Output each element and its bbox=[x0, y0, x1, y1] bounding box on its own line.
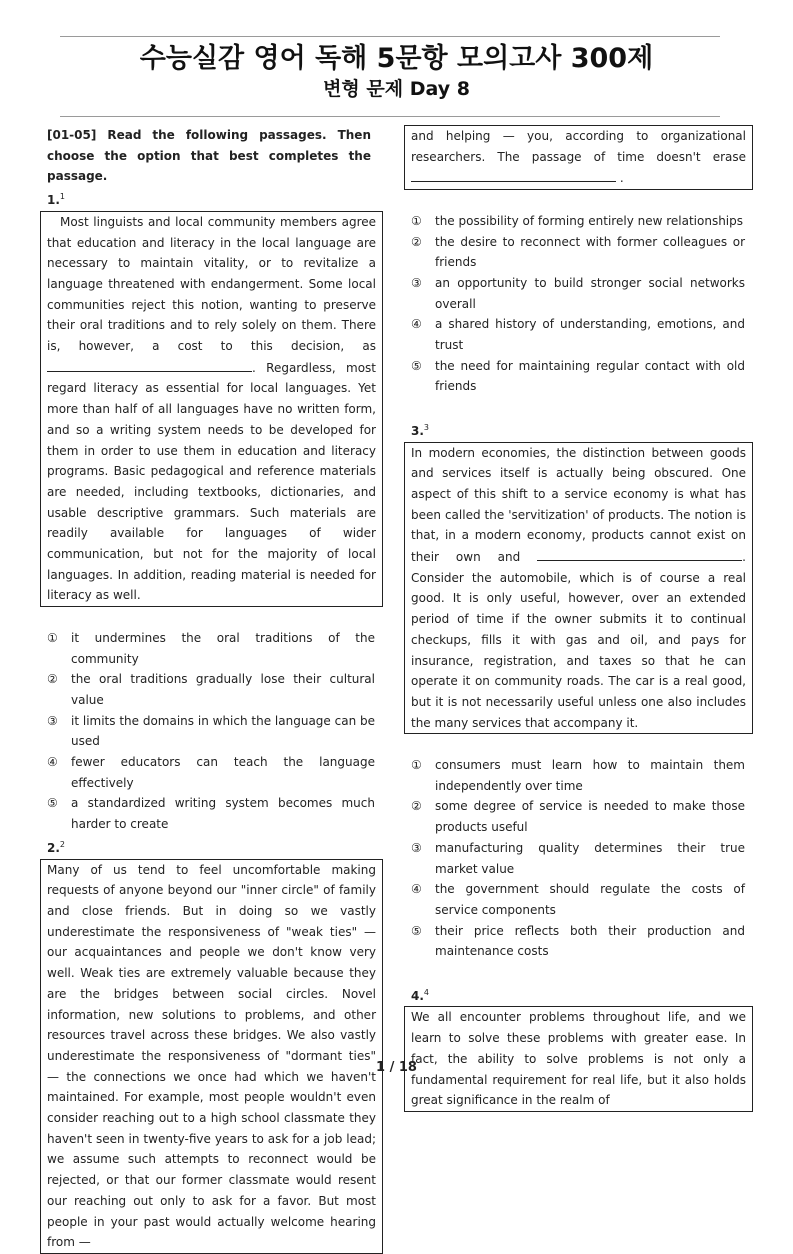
option-1-4[interactable]: ④ fewer educators can teach the language effectively bbox=[47, 755, 375, 790]
answer-blank bbox=[411, 167, 616, 182]
header-rule bbox=[60, 116, 720, 117]
question-number-1: 1.$^1$ bbox=[47, 192, 66, 208]
option-1-5[interactable]: ⑤ a standardized writing system becomes much harder to create bbox=[47, 796, 375, 832]
answer-blank bbox=[537, 546, 742, 561]
question-number-3: 3.$^3$ bbox=[411, 422, 430, 438]
option-2-4[interactable]: ④ a shared history of understanding, emotions, and trust bbox=[411, 317, 745, 353]
option-3-2[interactable]: ② some degree of service is needed to make those products useful bbox=[411, 799, 745, 835]
options-1 bbox=[40, 628, 383, 835]
passage-3: In modern economies, the distinction between goods and services itself is actually being obscured. One aspect of this shift to a service economy is what has been called the 'servitization' of products. The notion is that, in a modern economy, products cannot exist on their own and . Consider the automobile, which is of course a real good. It is only useful, however, over an extended period of time if the owner submits it to continual checkups, fills it with gas and oil, and pays for insurance, registration, and taxes so that he can operate it on community roads. The car is a real good, but it is not necessarily useful unless one also includes the many services that accompany it. bbox=[411, 445, 746, 730]
passage-box-3 bbox=[404, 442, 753, 735]
left-column bbox=[40, 125, 383, 1254]
option-2-5[interactable]: ⑤ the need for maintaining regular contact with old friends bbox=[411, 358, 745, 394]
options-3 bbox=[404, 755, 753, 962]
passage-box-1 bbox=[40, 211, 383, 607]
passage-2-part-2: and helping — you, according to organizational researchers. The passage of time doesn't erase . bbox=[411, 129, 746, 186]
option-3-4[interactable]: ④ the government should regulate the costs of service components bbox=[411, 882, 745, 917]
question-number-2: 2.$^2$ bbox=[47, 839, 66, 855]
question-number-4: 4.$^4$ bbox=[411, 987, 430, 1003]
option-2-1[interactable]: ① the possibility of forming entirely new relationships bbox=[411, 213, 744, 228]
footnote-marker: 3 bbox=[423, 422, 430, 432]
footnote-marker: 1 bbox=[59, 192, 66, 202]
passage-2-part-1: Many of us tend to feel uncomfortable making requests of anyone beyond our "inner circle" of family and close friends. But in doing so we vastly underestimate the responsiveness of "weak ties" — our acquaintances and people we don't know very well. Weak ties are extremely valuable because they are the bridges between social circles. Novel information, new solutions to problems, and other resources travel across these bridges. We also vastly underestimate the responsiveness of "dormant ties" — the connections we once had which we haven't maintained. For example, most people wouldn't even consider reaching out to a high school classmate they haven't seen in twenty-five years to ask for a job lead; we assume such attempts to reconnect would be rejected, or that our former classmate would resent our reaching out only to ask for a favor. But most people in your past would actually welcome hearing from — bbox=[47, 862, 376, 1250]
passage-box-2b bbox=[404, 125, 753, 190]
footnote-marker: 4 bbox=[423, 987, 430, 997]
option-3-1[interactable]: ① consumers must learn how to maintain them independently over time bbox=[411, 758, 745, 793]
footnote-marker: 2 bbox=[59, 839, 66, 849]
page-subtitle: 변형 문제 Day 8 bbox=[323, 78, 470, 100]
option-3-5[interactable]: ⑤ their price reflects both their production and maintenance costs bbox=[411, 923, 745, 959]
right-column bbox=[404, 125, 753, 1112]
instructions: [01-05] Read the following passages. Then choose the option that best completes the passage. bbox=[47, 128, 371, 184]
option-2-2[interactable]: ② the desire to reconnect with former colleagues or friends bbox=[411, 234, 745, 270]
option-2-3[interactable]: ③ an opportunity to build stronger social networks overall bbox=[411, 275, 745, 311]
option-1-3[interactable]: ③ it limits the domains in which the language can be used bbox=[47, 713, 375, 749]
page-number: 1 / 18 bbox=[376, 1060, 417, 1075]
page-title: 수능실감 영어 독해 5문항 모의고사 300제 bbox=[139, 43, 654, 74]
passage-1: Most linguists and local community members agree that education and literacy in the local language are necessary to maintain vitality, or to revitalize a language threatened with endangerment. Some local communities reject this notion, wanting to preserve their oral traditions and to rely solely on them. There is, however, a cost to this decision, as . Regardless, most regard literacy as essential for local languages. Yet more than half of all languages have no written form, and so a writing system needs to be developed for them in order to use them in education and literacy programs. Basic pedagogical and reference materials are needed, including textbooks, dictionaries, and usable descriptive grammars. Such materials are readily available for languages of wider communication, but not for the majority of local languages. In addition, reading material is needed for literacy as well. bbox=[47, 214, 376, 603]
option-1-1[interactable]: ① it undermines the oral traditions of the community bbox=[47, 630, 375, 666]
passage-box-2a bbox=[40, 859, 383, 1254]
option-1-2[interactable]: ② the oral traditions gradually lose their cultural value bbox=[47, 672, 375, 707]
top-rule bbox=[60, 36, 720, 37]
answer-blank bbox=[47, 357, 252, 372]
option-3-3[interactable]: ③ manufacturing quality determines their true market value bbox=[411, 840, 745, 876]
options-2 bbox=[404, 211, 753, 397]
passage-4: We all encounter problems throughout life, and we learn to solve these problems with greater ease. In fact, the ability to solve problems is not only a fundamental requirement for real life, but it also holds great significance in the realm of bbox=[411, 1010, 746, 1108]
